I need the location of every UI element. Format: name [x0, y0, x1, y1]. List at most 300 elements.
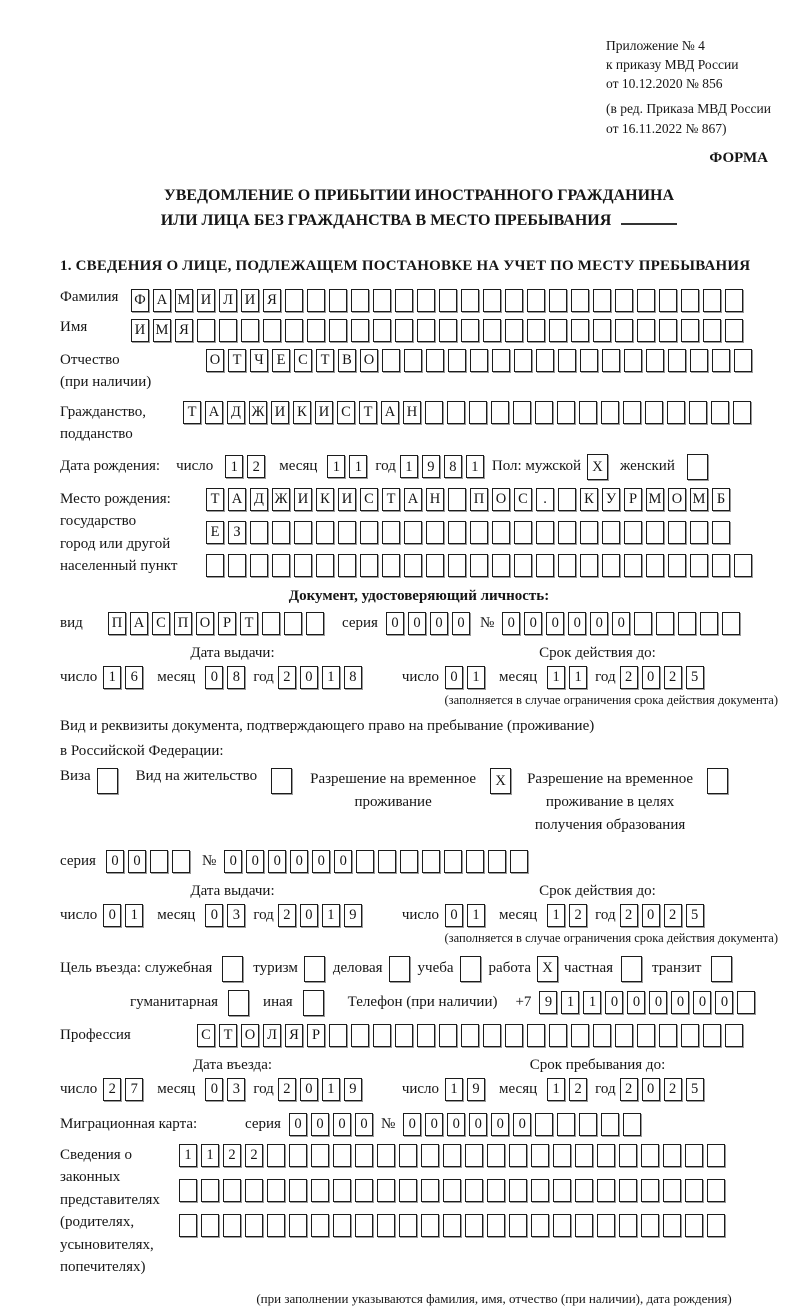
- empty-char-box: [470, 521, 488, 544]
- char-box: 9: [422, 455, 440, 478]
- char-box: И: [271, 401, 289, 424]
- empty-char-box: [421, 1144, 439, 1167]
- empty-char-box: [311, 1179, 329, 1202]
- char-box: 0: [502, 612, 520, 635]
- char-box: 0: [334, 850, 352, 873]
- empty-char-box: [272, 521, 290, 544]
- visa-checkbox: [97, 768, 118, 794]
- empty-char-box: [597, 1144, 615, 1167]
- birthplace-row2-boxes: [206, 521, 752, 544]
- empty-char-box: [285, 319, 303, 342]
- char-box: Т: [228, 349, 246, 372]
- char-box: М: [175, 289, 193, 312]
- stay-issue-month-boxes: [205, 904, 245, 927]
- empty-char-box: [304, 956, 325, 982]
- purpose-work-label: работа: [488, 960, 532, 977]
- empty-char-box: [553, 1214, 571, 1237]
- empty-char-box: [685, 1179, 703, 1202]
- char-box: О: [196, 612, 214, 635]
- empty-char-box: [425, 401, 443, 424]
- empty-char-box: [316, 521, 334, 544]
- empty-char-box: [465, 1144, 483, 1167]
- char-box: 8: [227, 666, 245, 689]
- char-box: 1: [569, 666, 587, 689]
- char-box: 5: [686, 1078, 704, 1101]
- empty-char-box: [329, 289, 347, 312]
- empty-char-box: [593, 1024, 611, 1047]
- empty-char-box: [597, 1179, 615, 1202]
- char-box: 1: [322, 666, 340, 689]
- char-box: К: [580, 488, 598, 511]
- char-box: О: [360, 349, 378, 372]
- empty-char-box: [469, 401, 487, 424]
- empty-char-box: [536, 554, 554, 577]
- empty-char-box: [284, 612, 302, 635]
- char-box: 0: [205, 666, 223, 689]
- empty-char-box: [505, 319, 523, 342]
- appendix-line: от 10.12.2020 № 856: [606, 76, 723, 92]
- char-box: 8: [444, 455, 462, 478]
- stay-until-heading: Срок пребывания до:: [529, 1056, 666, 1073]
- char-box: Р: [307, 1024, 325, 1047]
- series-label: серия: [342, 614, 378, 631]
- char-box: С: [294, 349, 312, 372]
- char-box: 5: [686, 904, 704, 927]
- birth-month-boxes: [327, 455, 367, 478]
- stay-valid-month-boxes: [547, 904, 587, 927]
- day-label: число: [401, 668, 440, 685]
- empty-char-box: [250, 521, 268, 544]
- form-title: [60, 183, 778, 234]
- phone-boxes: [539, 991, 755, 1014]
- empty-char-box: [404, 349, 422, 372]
- empty-char-box: [659, 319, 677, 342]
- empty-char-box: [470, 554, 488, 577]
- empty-char-box: [465, 1179, 483, 1202]
- section1-heading: 1. СВЕДЕНИЯ О ЛИЦЕ, ПОДЛЕЖАЩЕМ ПОСТАНОВКЕ НА УЧЕТ ПО МЕСТУ ПРЕБЫВАНИЯ: [60, 257, 751, 274]
- empty-char-box: [663, 1214, 681, 1237]
- char-box: 0: [333, 1113, 351, 1136]
- purpose-study-label: учеба: [417, 960, 454, 977]
- doc-valid-year-boxes: [620, 666, 704, 689]
- empty-char-box: [601, 401, 619, 424]
- empty-char-box: [571, 1024, 589, 1047]
- empty-char-box: [241, 319, 259, 342]
- temp-residence-edu-label: Разрешение на временное проживание в целях получения образования: [527, 770, 694, 834]
- char-box: 0: [452, 612, 470, 635]
- empty-char-box: [179, 1179, 197, 1202]
- empty-char-box: [624, 554, 642, 577]
- empty-char-box: [575, 1214, 593, 1237]
- empty-char-box: [580, 349, 598, 372]
- empty-char-box: [703, 289, 721, 312]
- empty-char-box: [593, 319, 611, 342]
- month-label: месяц: [157, 906, 196, 923]
- char-box: 0: [590, 612, 608, 635]
- char-box: А: [404, 488, 422, 511]
- empty-char-box: [575, 1144, 593, 1167]
- empty-char-box: [399, 1214, 417, 1237]
- char-box: 0: [445, 666, 463, 689]
- char-box: И: [241, 289, 259, 312]
- empty-char-box: [201, 1179, 219, 1202]
- empty-char-box: [179, 1214, 197, 1237]
- empty-char-box: [443, 1214, 461, 1237]
- char-box: Т: [240, 612, 258, 635]
- empty-char-box: [448, 349, 466, 372]
- char-box: 2: [569, 904, 587, 927]
- char-box: 3: [227, 1078, 245, 1101]
- empty-char-box: [668, 521, 686, 544]
- empty-char-box: [356, 850, 374, 873]
- empty-char-box: [355, 1214, 373, 1237]
- empty-char-box: [531, 1214, 549, 1237]
- empty-char-box: [421, 1214, 439, 1237]
- char-box: .: [536, 488, 554, 511]
- name-boxes: [131, 319, 743, 342]
- number-label: №: [380, 1115, 396, 1132]
- stayuntil-day-boxes: [445, 1078, 485, 1101]
- empty-char-box: [223, 1214, 241, 1237]
- char-box: 0: [430, 612, 448, 635]
- empty-char-box: [690, 521, 708, 544]
- empty-char-box: [228, 990, 249, 1016]
- empty-char-box: [483, 319, 501, 342]
- representatives-row1-boxes: [179, 1144, 725, 1167]
- purpose-official-label: Цель въезда: служебная: [60, 960, 213, 977]
- char-box: 0: [290, 850, 308, 873]
- empty-char-box: [267, 1179, 285, 1202]
- series-label: серия: [245, 1115, 281, 1132]
- char-box: 0: [103, 904, 121, 927]
- number-label: №: [201, 852, 217, 869]
- char-box: 9: [344, 904, 362, 927]
- char-box: Д: [227, 401, 245, 424]
- char-box: И: [131, 319, 149, 342]
- empty-char-box: [659, 289, 677, 312]
- gender-male-checkbox: [587, 454, 608, 480]
- empty-char-box: [645, 401, 663, 424]
- title-line-1: УВЕДОМЛЕНИЕ О ПРИБЫТИИ ИНОСТРАННОГО ГРАЖДАНИНА: [163, 186, 675, 204]
- purpose-other-checkbox: [303, 990, 324, 1016]
- representatives-row2-boxes: [179, 1179, 725, 1202]
- char-box: 1: [201, 1144, 219, 1167]
- empty-char-box: [668, 349, 686, 372]
- char-box: 0: [300, 666, 318, 689]
- empty-char-box: [338, 554, 356, 577]
- empty-char-box: [355, 1144, 373, 1167]
- empty-char-box: [531, 1179, 549, 1202]
- char-box: 1: [583, 991, 601, 1014]
- empty-char-box: [483, 289, 501, 312]
- empty-char-box: [734, 349, 752, 372]
- empty-char-box: [505, 1024, 523, 1047]
- char-box: 0: [693, 991, 711, 1014]
- char-box: 9: [344, 1078, 362, 1101]
- char-box: Е: [272, 349, 290, 372]
- empty-char-box: [646, 521, 664, 544]
- empty-char-box: [351, 1024, 369, 1047]
- empty-char-box: [535, 401, 553, 424]
- stayuntil-year-boxes: [620, 1078, 704, 1101]
- char-box: 1: [547, 666, 565, 689]
- empty-char-box: [245, 1214, 263, 1237]
- doc-type-boxes: [108, 612, 324, 635]
- empty-char-box: [663, 1179, 681, 1202]
- empty-char-box: [316, 554, 334, 577]
- char-box: С: [514, 488, 532, 511]
- purpose-other-label: иная: [263, 994, 293, 1011]
- empty-char-box: [294, 554, 312, 577]
- empty-char-box: [461, 319, 479, 342]
- temp-residence-edu-checkbox: [707, 768, 728, 794]
- char-box: 0: [425, 1113, 443, 1136]
- char-box: Р: [624, 488, 642, 511]
- empty-char-box: [597, 1214, 615, 1237]
- empty-char-box: [294, 521, 312, 544]
- gender-male-label: Пол: мужской: [491, 458, 582, 475]
- representatives-note: (при заполнении указываются фамилия, имя, отчество (при наличии), дата рождения): [256, 1290, 732, 1306]
- empty-char-box: [527, 319, 545, 342]
- empty-char-box: [601, 1113, 619, 1136]
- empty-char-box: [351, 319, 369, 342]
- empty-char-box: [624, 349, 642, 372]
- empty-char-box: [575, 1179, 593, 1202]
- purpose-study-checkbox: [460, 956, 481, 982]
- empty-char-box: [417, 319, 435, 342]
- char-box: Н: [426, 488, 444, 511]
- doc-valid-day-boxes: [445, 666, 485, 689]
- empty-char-box: [641, 1214, 659, 1237]
- char-box: 0: [642, 1078, 660, 1101]
- char-box: И: [197, 289, 215, 312]
- empty-char-box: [483, 1024, 501, 1047]
- empty-char-box: [510, 850, 528, 873]
- char-box: 2: [278, 904, 296, 927]
- empty-char-box: [399, 1179, 417, 1202]
- patronymic-label: Отчество (при наличии): [60, 351, 152, 391]
- empty-char-box: [222, 956, 243, 982]
- empty-char-box: [404, 521, 422, 544]
- char-box: 0: [642, 904, 660, 927]
- char-box: 0: [355, 1113, 373, 1136]
- number-label: №: [479, 614, 495, 631]
- identity-doc-heading: Документ, удостоверяющий личность:: [288, 587, 550, 604]
- empty-char-box: [624, 521, 642, 544]
- year-label: год: [375, 458, 396, 475]
- char-box: 2: [223, 1144, 241, 1167]
- issue-date-heading: Дата выдачи:: [190, 644, 275, 661]
- year-label: год: [253, 906, 274, 923]
- empty-char-box: [351, 289, 369, 312]
- empty-char-box: [712, 554, 730, 577]
- char-box: Т: [219, 1024, 237, 1047]
- empty-char-box: [448, 521, 466, 544]
- empty-char-box: [422, 850, 440, 873]
- char-box: И: [338, 488, 356, 511]
- char-box: Т: [206, 488, 224, 511]
- empty-char-box: [711, 956, 732, 982]
- empty-char-box: [448, 554, 466, 577]
- name-label: Имя: [60, 318, 88, 335]
- empty-char-box: [685, 1144, 703, 1167]
- empty-char-box: [487, 1214, 505, 1237]
- empty-char-box: [488, 850, 506, 873]
- char-box: А: [153, 289, 171, 312]
- empty-char-box: [579, 1113, 597, 1136]
- stay-doc-line1: Вид и реквизиты документа, подтверждающего право на пребывание (проживание): [60, 717, 595, 734]
- stay-issue-day-boxes: [103, 904, 143, 927]
- gender-female-label: женский: [620, 458, 675, 475]
- empty-char-box: [492, 521, 510, 544]
- char-box: X: [490, 768, 511, 794]
- char-box: 1: [125, 904, 143, 927]
- empty-char-box: [641, 1179, 659, 1202]
- char-box: К: [316, 488, 334, 511]
- day-label: число: [60, 906, 98, 923]
- char-box: А: [205, 401, 223, 424]
- empty-char-box: [685, 1214, 703, 1237]
- char-box: Ж: [249, 401, 267, 424]
- char-box: Д: [250, 488, 268, 511]
- char-box: К: [293, 401, 311, 424]
- char-box: С: [360, 488, 378, 511]
- birthplace-row3-boxes: [206, 554, 752, 577]
- empty-char-box: [593, 289, 611, 312]
- char-box: 9: [539, 991, 557, 1014]
- purpose-business-checkbox: [389, 956, 410, 982]
- char-box: 3: [227, 904, 245, 927]
- empty-char-box: [535, 1113, 553, 1136]
- migration-series-boxes: [289, 1113, 373, 1136]
- temp-residence-checkbox: [490, 768, 511, 794]
- char-box: 0: [445, 904, 463, 927]
- empty-char-box: [700, 612, 718, 635]
- char-box: Н: [403, 401, 421, 424]
- empty-char-box: [378, 850, 396, 873]
- empty-char-box: [505, 289, 523, 312]
- empty-char-box: [531, 1144, 549, 1167]
- char-box: Т: [316, 349, 334, 372]
- empty-char-box: [360, 521, 378, 544]
- empty-char-box: [558, 554, 576, 577]
- empty-char-box: [659, 1024, 677, 1047]
- empty-char-box: [487, 1144, 505, 1167]
- purpose-humanitarian-checkbox: [228, 990, 249, 1016]
- char-box: 1: [349, 455, 367, 478]
- empty-char-box: [514, 349, 532, 372]
- purpose-private-checkbox: [621, 956, 642, 982]
- char-box: 2: [278, 666, 296, 689]
- empty-char-box: [271, 768, 292, 794]
- char-box: 0: [106, 850, 124, 873]
- empty-char-box: [509, 1179, 527, 1202]
- empty-char-box: [97, 768, 118, 794]
- char-box: С: [197, 1024, 215, 1047]
- char-box: 2: [620, 904, 638, 927]
- empty-char-box: [399, 1144, 417, 1167]
- doc-issue-month-boxes: [205, 666, 245, 689]
- char-box: И: [294, 488, 312, 511]
- char-box: 1: [467, 666, 485, 689]
- empty-char-box: [690, 349, 708, 372]
- empty-char-box: [197, 319, 215, 342]
- temp-residence-label: Разрешение на временное проживание: [310, 770, 477, 811]
- empty-char-box: [737, 991, 755, 1014]
- entry-date-heading: Дата въезда:: [192, 1056, 273, 1073]
- char-box: И: [315, 401, 333, 424]
- char-box: 0: [205, 1078, 223, 1101]
- validity-note: (заполняется в случае ограничения срока действия документа): [444, 930, 778, 945]
- empty-char-box: [558, 349, 576, 372]
- patronymic-boxes: [206, 349, 752, 372]
- empty-char-box: [678, 612, 696, 635]
- char-box: 1: [322, 904, 340, 927]
- empty-char-box: [646, 349, 664, 372]
- char-box: Р: [218, 612, 236, 635]
- char-box: 2: [664, 666, 682, 689]
- empty-char-box: [527, 289, 545, 312]
- char-box: 1: [467, 904, 485, 927]
- stay-series-boxes: [106, 850, 190, 873]
- empty-char-box: [580, 554, 598, 577]
- entry-month-boxes: [205, 1078, 245, 1101]
- empty-char-box: [602, 554, 620, 577]
- empty-char-box: [439, 1024, 457, 1047]
- empty-char-box: [725, 319, 743, 342]
- empty-char-box: [634, 612, 652, 635]
- char-box: 1: [547, 1078, 565, 1101]
- year-label: год: [595, 906, 616, 923]
- char-box: 2: [664, 1078, 682, 1101]
- empty-char-box: [461, 1024, 479, 1047]
- empty-char-box: [621, 956, 642, 982]
- empty-char-box: [707, 1214, 725, 1237]
- empty-char-box: [579, 401, 597, 424]
- valid-until-heading: Срок действия до:: [539, 882, 656, 899]
- empty-char-box: [303, 990, 324, 1016]
- empty-char-box: [703, 319, 721, 342]
- month-label: месяц: [499, 906, 538, 923]
- char-box: П: [174, 612, 192, 635]
- char-box: Я: [263, 289, 281, 312]
- doc-issue-year-boxes: [278, 666, 362, 689]
- empty-char-box: [623, 1113, 641, 1136]
- stay-issue-year-boxes: [278, 904, 362, 927]
- empty-char-box: [711, 401, 729, 424]
- revision-line: (в ред. Приказа МВД России: [606, 101, 771, 117]
- month-label: месяц: [499, 668, 538, 685]
- char-box: 0: [128, 850, 146, 873]
- empty-char-box: [492, 554, 510, 577]
- empty-char-box: [373, 289, 391, 312]
- empty-char-box: [549, 289, 567, 312]
- empty-char-box: [712, 349, 730, 372]
- empty-char-box: [602, 521, 620, 544]
- char-box: Я: [285, 1024, 303, 1047]
- validity-note: (заполняется в случае ограничения срока действия документа): [444, 692, 778, 707]
- empty-char-box: [285, 289, 303, 312]
- char-box: 0: [513, 1113, 531, 1136]
- empty-char-box: [444, 850, 462, 873]
- purpose-tourism-label: туризм: [253, 960, 298, 977]
- char-box: 0: [568, 612, 586, 635]
- birthplace-row1-boxes: [206, 488, 752, 511]
- purpose-private-label: частная: [564, 960, 614, 977]
- char-box: 0: [403, 1113, 421, 1136]
- empty-char-box: [245, 1179, 263, 1202]
- empty-char-box: [223, 1179, 241, 1202]
